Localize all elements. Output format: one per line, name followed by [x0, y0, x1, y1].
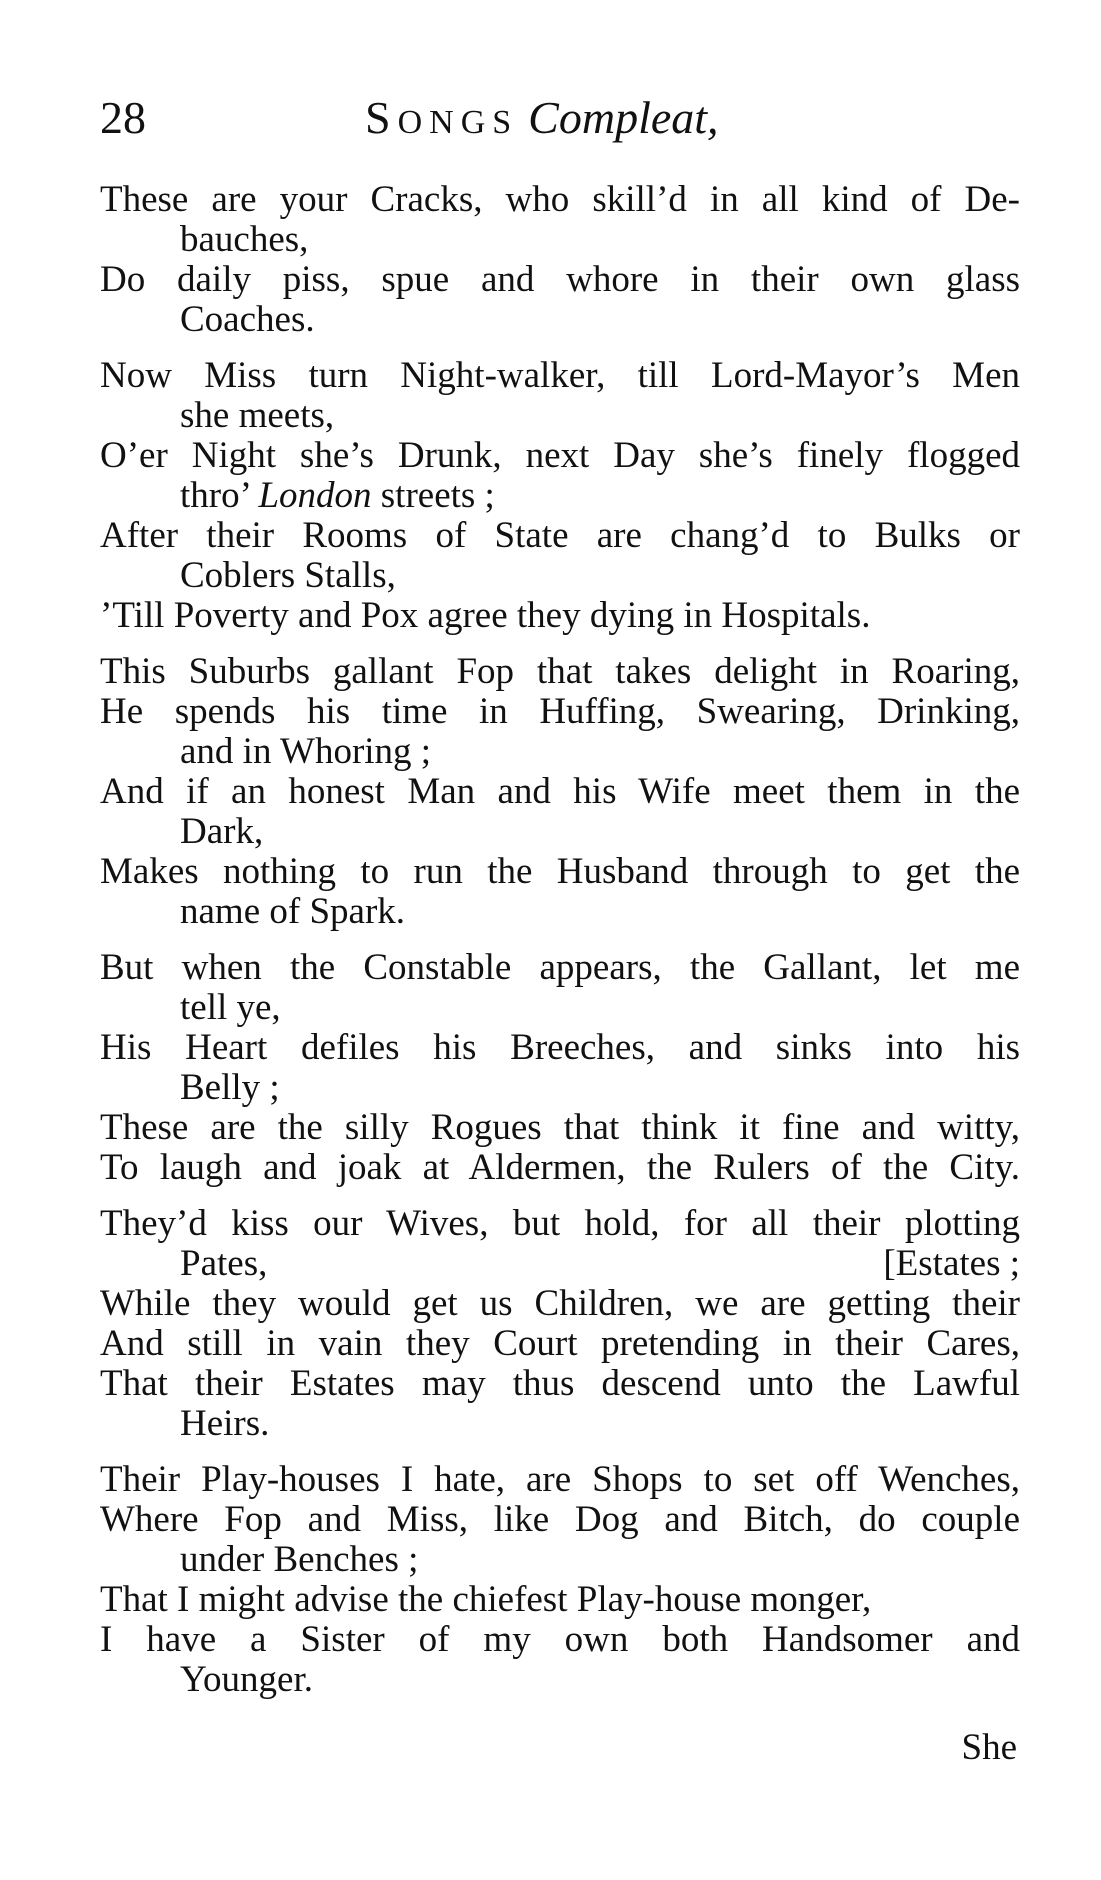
verse-text: Younger. — [180, 1659, 313, 1700]
stanza — [100, 1460, 1020, 1700]
verse-line — [100, 652, 1020, 692]
verse-text: To laugh and joak at Aldermen, the Rulers of the City. — [100, 1147, 1020, 1188]
verse-line — [100, 852, 1020, 892]
poem-body — [100, 180, 1020, 1716]
stanza — [100, 948, 1020, 1188]
verse-line — [100, 1364, 1020, 1404]
verse-line — [100, 396, 1020, 436]
verse-line — [100, 988, 1020, 1028]
verse-text: Do daily piss, spue and whore in their own glass — [100, 259, 1020, 300]
verse-text: tell ye, — [180, 987, 281, 1028]
catchword: She — [961, 1727, 1017, 1768]
verse-text: Dark, — [180, 811, 264, 852]
verse-text: His Heart defiles his Breeches, and sinks into his — [100, 1027, 1020, 1068]
verse-text: While they would get us Children, we are getting their — [100, 1283, 1020, 1324]
verse-text: He spends his time in Huffing, Swearing, Drinking, — [100, 691, 1020, 732]
verse-line — [100, 516, 1020, 556]
verse-line — [100, 1404, 1020, 1444]
verse-text: and in Whoring ; — [180, 731, 432, 772]
verse-line — [100, 1284, 1020, 1324]
page-header — [100, 92, 1020, 152]
verse-text: she meets, — [180, 395, 335, 436]
verse-line — [100, 476, 1020, 516]
verse-line — [100, 1108, 1020, 1148]
verse-line — [100, 1620, 1020, 1660]
stanza — [100, 356, 1020, 636]
running-head-italic: Compleat, — [528, 92, 719, 143]
verse-text: And if an honest Man and his Wife meet them in the — [100, 771, 1020, 812]
verse-text: That I might advise the chiefest Play-house monger, — [100, 1579, 872, 1620]
verse-line — [100, 1460, 1020, 1500]
verse-text: Heirs. — [180, 1403, 270, 1444]
verse-text: thro’ — [180, 475, 259, 516]
verse-line — [100, 1148, 1020, 1188]
verse-text: Where Fop and Miss, like Dog and Bitch, do couple — [100, 1499, 1020, 1540]
verse-text: Their Play-houses I hate, are Shops to set off Wenches, — [100, 1459, 1020, 1500]
verse-text: ’Till Poverty and Pox agree they dying in Hospitals. — [100, 595, 871, 636]
running-head-initial: S — [365, 92, 398, 143]
verse-text: name of Spark. — [180, 891, 406, 932]
verse-line — [100, 1324, 1020, 1364]
verse-text: After their Rooms of State are chang’d to Bulks or — [100, 515, 1020, 556]
running-head-smallcaps: ONGS — [397, 104, 519, 141]
page-number: 28 — [100, 92, 146, 143]
verse-text: under Benches ; — [180, 1539, 419, 1580]
verse-line — [100, 948, 1020, 988]
verse-line — [100, 596, 1020, 636]
verse-text: These are your Cracks, who skill’d in all kind of De- — [100, 179, 1020, 220]
verse-text: Belly ; — [180, 1067, 280, 1108]
stanza — [100, 652, 1020, 932]
verse-line — [100, 1660, 1020, 1700]
verse-text: Pates, — [180, 1243, 268, 1284]
running-head — [365, 92, 719, 149]
verse-text: Coblers Stalls, — [180, 555, 396, 596]
verse-text: bauches, — [180, 219, 309, 260]
verse-line — [100, 692, 1020, 732]
verse-text: They’d kiss our Wives, but hold, for all their plotting — [100, 1203, 1020, 1244]
verse-line — [100, 812, 1020, 852]
verse-line — [100, 1580, 1020, 1620]
verse-line — [100, 892, 1020, 932]
verse-line — [100, 1028, 1020, 1068]
verse-line — [100, 356, 1020, 396]
verse-line — [100, 260, 1020, 300]
verse-text: streets ; — [371, 475, 495, 516]
verse-line — [100, 1500, 1020, 1540]
verse-italic-text: London — [258, 475, 372, 516]
verse-line — [100, 1204, 1020, 1244]
verse-text: And still in vain they Court pretending in their Cares, — [100, 1323, 1020, 1364]
verse-line — [100, 436, 1020, 476]
verse-text: Now Miss turn Night-walker, till Lord-Mayor’s Men — [100, 355, 1020, 396]
verse-text: Makes nothing to run the Husband through to get the — [100, 851, 1020, 892]
verse-text: But when the Constable appears, the Gallant, let me — [100, 947, 1020, 988]
verse-line — [100, 1540, 1020, 1580]
verse-line — [100, 300, 1020, 340]
verse-line — [100, 732, 1020, 772]
verse-line — [100, 1068, 1020, 1108]
verse-text: Coaches. — [180, 299, 315, 340]
stanza — [100, 180, 1020, 340]
verse-line — [100, 220, 1020, 260]
verse-text: These are the silly Rogues that think it fine and witty, — [100, 1107, 1020, 1148]
verse-text: O’er Night she’s Drunk, next Day she’s finely flogged — [100, 435, 1020, 476]
verse-text: This Suburbs gallant Fop that takes delight in Roaring, — [100, 651, 1020, 692]
turnover-note: [Estates ; — [883, 1243, 1020, 1284]
verse-line — [100, 1244, 1020, 1284]
verse-line — [100, 180, 1020, 220]
verse-text: I have a Sister of my own both Handsomer and — [100, 1619, 1020, 1660]
verse-line — [100, 772, 1020, 812]
stanza — [100, 1204, 1020, 1444]
verse-text: That their Estates may thus descend unto the Lawful — [100, 1363, 1020, 1404]
verse-line — [100, 556, 1020, 596]
